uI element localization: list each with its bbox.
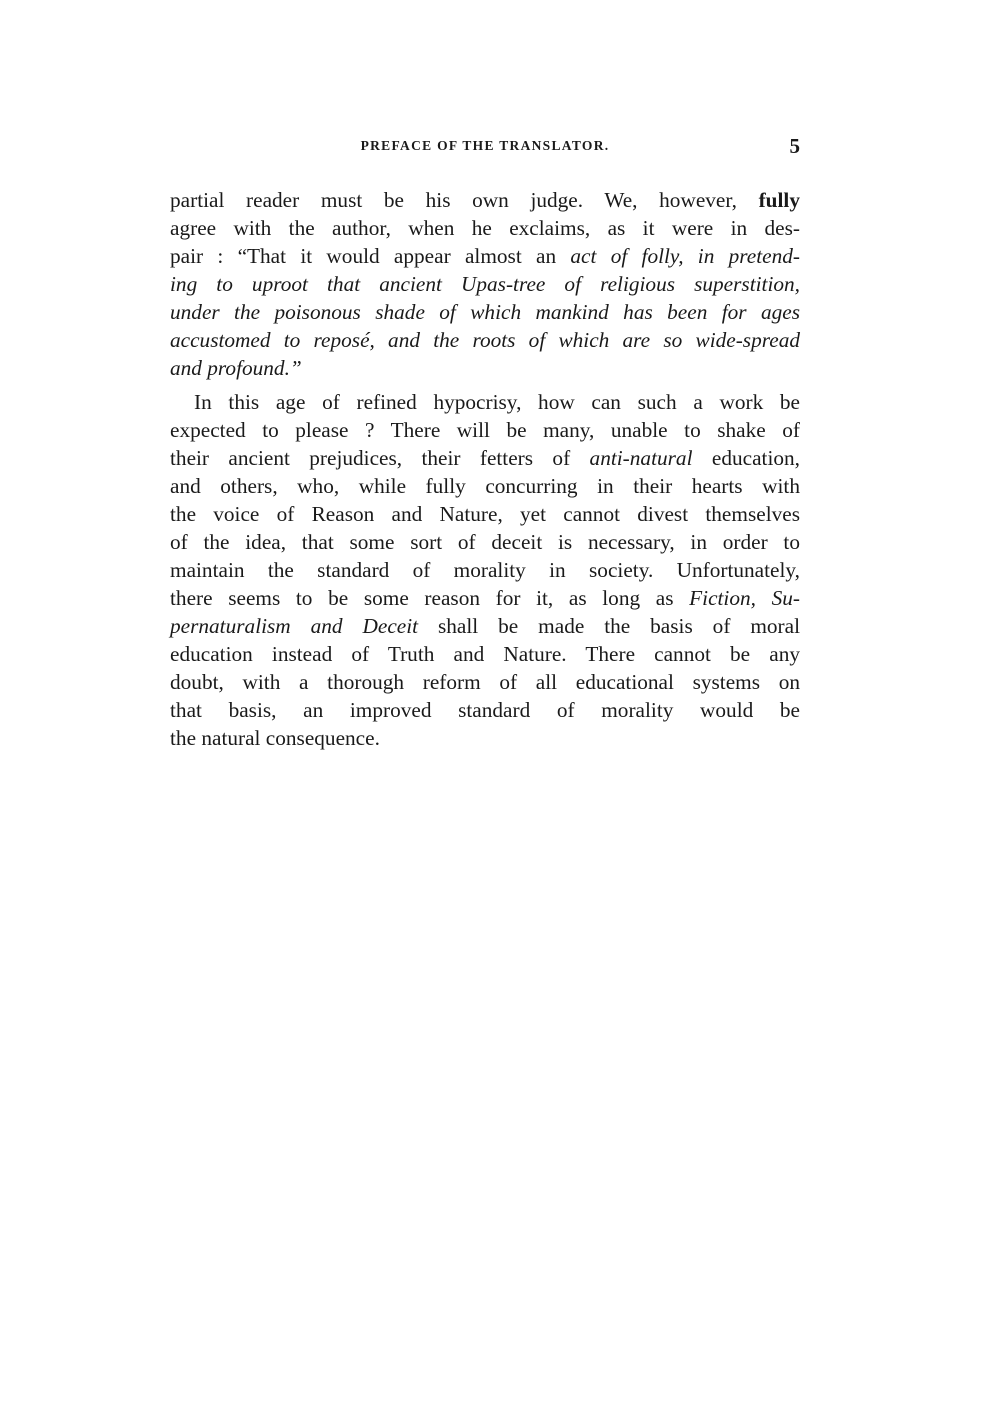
text-line: the voice of Reason and Nature, yet cannot divest themselves [170,502,800,526]
body-text [170,186,800,752]
text-line: ing to uproot that ancient Upas-tree of religious superstition, [170,272,800,296]
text-line: expected to please ? There will be many, unable to shake of [170,418,800,442]
text-line: and others, who, while fully concurring in their hearts with [170,474,800,498]
page-number: 5 [789,134,800,158]
text-line: education instead of Truth and Nature. There cannot be any [170,642,800,666]
paragraph-1 [170,186,800,382]
text-line: In this age of refined hypocrisy, how can such a work be [194,390,800,414]
text-line: that basis, an improved standard of morality would be [170,698,800,722]
text-line: there seems to be some reason for it, as long as Fiction, Su- [170,586,800,610]
text-line: doubt, with a thorough reform of all educational systems on [170,670,800,694]
text-line: pernaturalism and Deceit shall be made the basis of moral [170,614,801,638]
text-line: and profound.” [170,356,302,380]
text-line: accustomed to reposé, and the roots of which are so wide-spread [170,328,800,352]
running-title: PREFACE OF THE TRANSLATOR. [360,138,610,153]
text-line: under the poisonous shade of which mankind has been for ages [170,300,800,324]
text-line: pair : “That it would appear almost an act of folly, in pretend- [170,244,800,268]
paragraph-2 [170,388,800,752]
running-head [170,134,800,158]
text-line: partial reader must be his own judge. We, however, fully [170,188,800,212]
text-line: maintain the standard of morality in society. Unfortunately, [170,558,800,582]
text-line: their ancient prejudices, their fetters of anti-natural education, [170,446,800,470]
text-line: the natural consequence. [170,726,380,750]
text-line: of the idea, that some sort of deceit is necessary, in order to [170,530,800,554]
text-line: agree with the author, when he exclaims, as it were in des- [170,216,800,240]
